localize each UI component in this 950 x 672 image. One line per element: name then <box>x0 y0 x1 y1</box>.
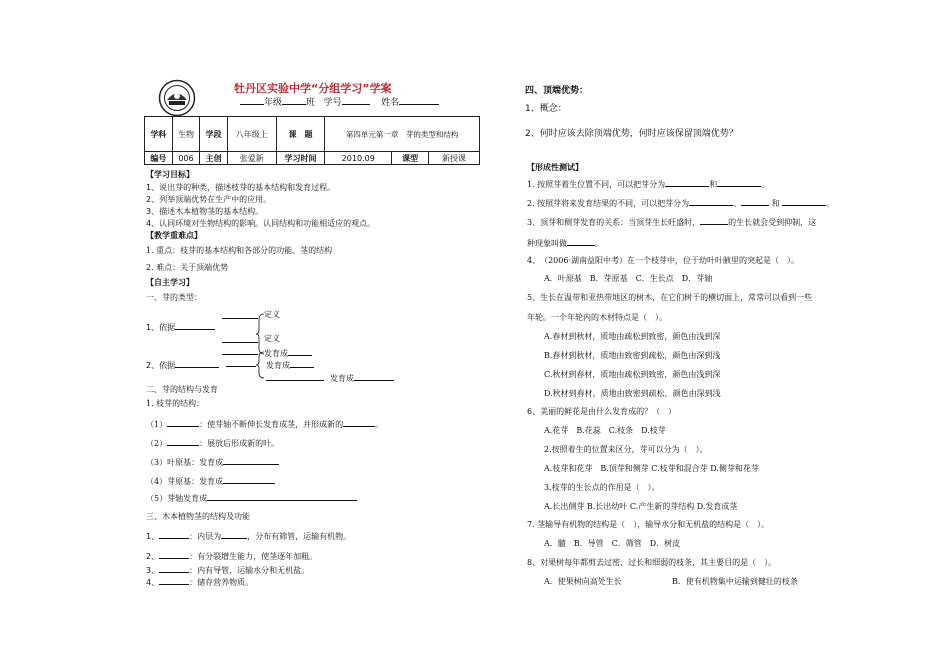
list-item: 1、 ：内层为 ，分布有筛管，运输有机物。 <box>146 529 351 542</box>
table-cell: 006 <box>172 152 200 165</box>
develop-label: 发育成 <box>330 371 394 384</box>
list-item: （5）芽轴发育成 <box>146 491 357 504</box>
section-title: 一、芽的类型： <box>146 293 202 302</box>
question-text: 6、美丽的鲜花是由什么发育成的？（ ） <box>527 407 677 416</box>
question-text: 3.枝芽的生长点的作用是（ ）。 <box>544 483 660 492</box>
question-text: 1、概念： <box>525 104 567 114</box>
list-item: （1） ：使芽轴不断伸长发育成茎，并形成新的 。 <box>146 417 383 430</box>
school-seal-icon <box>158 79 196 117</box>
develop-label: 发育成 <box>266 358 314 371</box>
bracket-icon <box>256 350 266 380</box>
question-text: 5、生长在温带和亚热带地区的树木，在它们树干的横切面上，常常可以看到一些 <box>527 293 813 302</box>
page-title: 牡丹区实验中学“分组学习”学案 <box>234 82 392 95</box>
list-item: （2） ：展放后形成新的叶。 <box>146 436 279 449</box>
answer-option: B.春材到秋材，质地由致密到疏松，颜色由深到浅 <box>544 351 721 360</box>
goals-heading: 【学习目标】 <box>146 170 194 179</box>
definition-label: 定义 <box>264 310 280 319</box>
question-text: 7. 茎输导有机物的结构是（ ），输导水分和无机盐的结构是（ ）。 <box>527 520 770 529</box>
answer-option: C.秋材到春材，质地由疏松到致密，颜色由浅到深 <box>544 370 721 379</box>
test-heading: 【形成性测试】 <box>527 163 583 172</box>
table-cell: 主创 <box>200 152 228 165</box>
list-item: 2. 难点：关于顶端优势 <box>146 263 229 272</box>
list-item: 4、认同环境对生物结构的影响。认同结构和功能相适应的观点。 <box>146 219 376 228</box>
table-cell: 2010.09 <box>325 152 392 165</box>
answer-options: A.长出侧芽 B.长出幼叶 C.产生新的芽结构 D.发育成茎 <box>544 502 738 511</box>
list-item: 1、说出芽的种类，描述枝芽的基本结构和发育过程。 <box>146 183 336 192</box>
question-text: 1. 按照芽着生位置不同，可以把芽分为 和 。 <box>527 177 769 190</box>
question-text: 种现象叫做 。 <box>527 236 603 249</box>
table-cell: 编号 <box>145 152 173 165</box>
key-points-heading: 【教学重难点】 <box>146 231 202 240</box>
section-title: 三、木本植物茎的结构及功能 <box>146 512 250 521</box>
list-item: 3、描述木本植物茎的基本结构。 <box>146 207 264 216</box>
question-text: 2. 按照芽将来发育结果的不同，可以把芽分为 、 和 。 <box>527 196 834 209</box>
question-text: 3、顶芽和侧芽发育的关系：当顶芽生长旺盛时， 的生长就会受到抑制，这 <box>527 215 816 228</box>
table-cell: 第四单元第一章 芽的类型和结构 <box>325 117 480 152</box>
list-item: （3）叶原基：发育成 <box>146 455 279 468</box>
table-cell: 张爱新 <box>227 152 276 165</box>
self-study-heading: 【自主学习】 <box>146 278 194 287</box>
list-item: （4）芽原基：发育成 <box>146 474 275 487</box>
answer-options: A．叶原基 B．芽原基 C．生长点 D．芽轴 <box>544 274 713 283</box>
list-item: 2、 ：有分裂增生能力，使茎逐年加粗。 <box>146 549 317 562</box>
table-cell: 学习时间 <box>276 152 325 165</box>
answer-options: A.枝芽和花芽 B.顶芽和侧芽 C.枝芽和混合芽 D.侧芽和花芽 <box>544 464 759 473</box>
list-item: 1. 重点：枝芽的基本结构和各部分的功能、茎的结构 <box>146 246 333 255</box>
definition-label: 定义 <box>264 334 280 343</box>
basis-label: 2、依据 <box>146 358 219 371</box>
question-text: 2.按照着生的位置来区分，芽可以分为（ ）。 <box>544 445 708 454</box>
subsection-title: 1. 枝芽的结构： <box>146 399 205 408</box>
table-cell: 学科 <box>145 117 173 152</box>
section-title: 四、顶端优势： <box>525 86 589 96</box>
info-line: 年级 班 学号 姓名 <box>240 95 439 108</box>
list-item: 2、列举顶端优势在生产中的应用。 <box>146 195 272 204</box>
answer-options: A.花芽 B.花蕊 C.枝条 D.枝芽 <box>544 426 666 435</box>
question-text: 4、 （2006·湖南益阳中考）在一个枝芽中，位于幼叶叶腋里的突起是（ ）。 <box>527 256 799 265</box>
list-item: 3、 ：内有导管，运输水分和无机盐。 <box>146 563 309 576</box>
list-item: 4、 ：储存营养物质。 <box>146 575 253 588</box>
answer-option: A.春材到秋材，质地由疏松到致密，颜色由浅到深 <box>544 332 721 341</box>
table-cell: 新授课 <box>429 152 480 165</box>
answer-option: A．使果树向高处生长 <box>544 577 622 586</box>
question-text: 2、何时应该去除顶端优势，何时应该保留顶端优势？ <box>525 129 738 139</box>
question-text: 8、对果树每年都剪去过密、过长和细弱的枝条，其主要目的是（ ）。 <box>527 558 777 567</box>
table-cell: 生物 <box>172 117 200 152</box>
table-cell: 八年级上 <box>227 117 276 152</box>
answer-option: B．使有机物集中运输到健壮的枝条 <box>672 577 798 586</box>
develop-label: 发育成 <box>264 346 312 359</box>
table-cell: 学段 <box>200 117 228 152</box>
question-text: 年轮。一个年轮内的木材特点是（ ）。 <box>527 313 667 322</box>
answer-options: A．髓 B．导管 C．筛管 D．树皮 <box>544 539 681 548</box>
section-title: 二、芽的结构与发育 <box>146 385 218 394</box>
table-cell: 课型 <box>392 152 429 165</box>
table-cell: 课 题 <box>276 117 325 152</box>
lesson-info-table <box>144 116 480 165</box>
basis-label: 1、依据 <box>146 320 215 333</box>
answer-option: D.秋材到春材，质地由致密到疏松，颜色由深到浅 <box>544 389 721 398</box>
